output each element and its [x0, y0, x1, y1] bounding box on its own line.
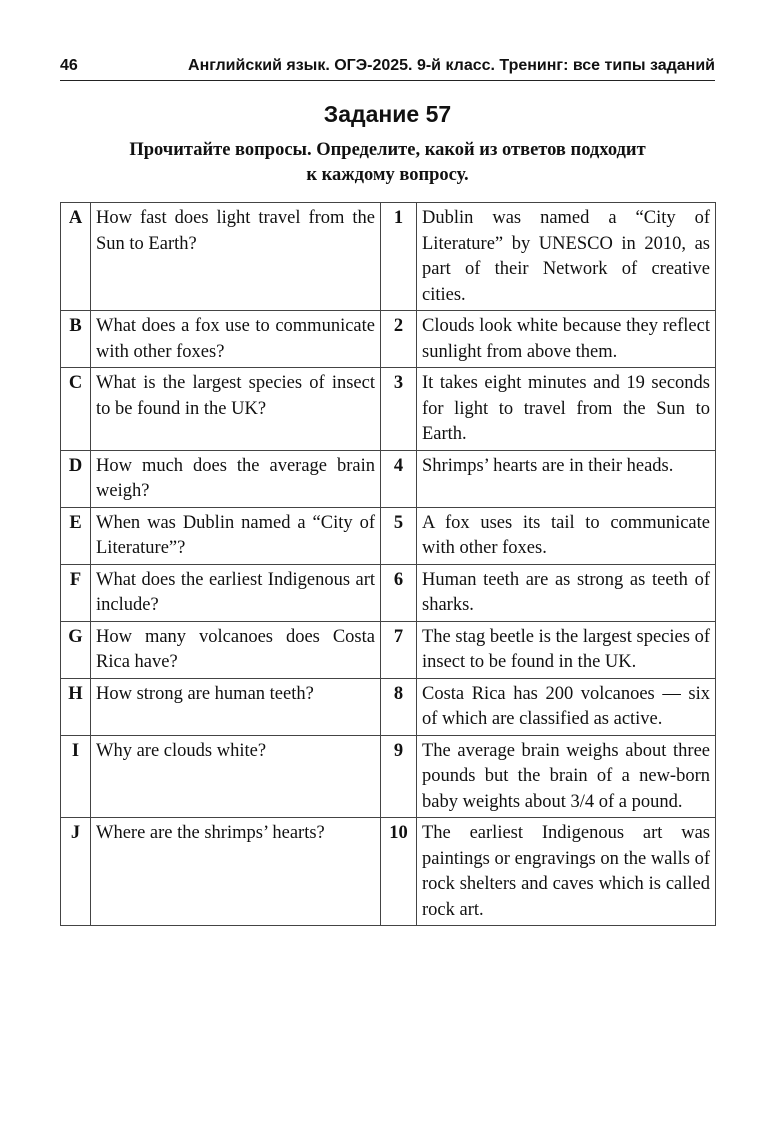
question-letter: A [61, 203, 91, 311]
answer-text: Costa Rica has 200 volcanoes — six of which are classified as active. [417, 678, 716, 735]
answer-number: 2 [381, 311, 417, 368]
answer-number: 1 [381, 203, 417, 311]
question-letter: H [61, 678, 91, 735]
running-title: Английский язык. ОГЭ-2025. 9-й класс. Тренинг: все типы заданий [188, 57, 715, 74]
answer-text: The earliest Indigenous art was paintings or engravings on the walls of rock shelters and caves which is called rock art. [417, 818, 716, 926]
question-text: How many volcanoes does Costa Rica have? [91, 621, 381, 678]
header-divider [60, 80, 715, 81]
question-text: Why are clouds white? [91, 735, 381, 818]
answer-text: Clouds look white because they reflect sunlight from above them. [417, 311, 716, 368]
task-instruction [80, 138, 695, 188]
answer-text: Human teeth are as strong as teeth of sharks. [417, 564, 716, 621]
answer-text: Dublin was named a “City of Literature” by UNESCO in 2010, as part of their Network of creative cities. [417, 203, 716, 311]
answer-number: 9 [381, 735, 417, 818]
question-text: What does the earliest Indigenous art include? [91, 564, 381, 621]
table-row [61, 621, 716, 678]
answer-number: 5 [381, 507, 417, 564]
matching-table [60, 202, 716, 926]
question-letter: I [61, 735, 91, 818]
answer-number: 4 [381, 450, 417, 507]
question-letter: C [61, 368, 91, 451]
table-row [61, 203, 716, 311]
task-title: Задание 57 [323, 101, 452, 127]
table-row [61, 564, 716, 621]
answer-text: The stag beetle is the largest species of insect to be found in the UK. [417, 621, 716, 678]
question-text: How much does the average brain weigh? [91, 450, 381, 507]
question-text: How fast does light travel from the Sun to Earth? [91, 203, 381, 311]
answer-number: 3 [381, 368, 417, 451]
instruction-line: к каждому вопросу. [306, 165, 469, 185]
table-row [61, 311, 716, 368]
question-letter: G [61, 621, 91, 678]
question-letter: B [61, 311, 91, 368]
answer-number: 6 [381, 564, 417, 621]
table-row [61, 368, 716, 451]
page-number: 46 [60, 57, 78, 74]
question-letter: J [61, 818, 91, 926]
table-row [61, 450, 716, 507]
instruction-line: Прочитайте вопросы. Определите, какой из ответов подходит [129, 140, 646, 160]
table-row [61, 678, 716, 735]
answer-text: It takes eight minutes and 19 seconds for light to travel from the Sun to Earth. [417, 368, 716, 451]
question-letter: F [61, 564, 91, 621]
question-text: When was Dublin named a “City of Literature”? [91, 507, 381, 564]
table-row [61, 818, 716, 926]
question-letter: D [61, 450, 91, 507]
answer-text: Shrimps’ hearts are in their heads. [417, 450, 716, 507]
answer-number: 7 [381, 621, 417, 678]
answer-number: 8 [381, 678, 417, 735]
table-row [61, 507, 716, 564]
question-text: How strong are human teeth? [91, 678, 381, 735]
question-text: Where are the shrimps’ hearts? [91, 818, 381, 926]
table-row [61, 735, 716, 818]
question-letter: E [61, 507, 91, 564]
answer-number: 10 [381, 818, 417, 926]
question-text: What is the largest species of insect to be found in the UK? [91, 368, 381, 451]
answer-text: The average brain weighs about three pounds but the brain of a new-born baby weights about 3/4 of a pound. [417, 735, 716, 818]
answer-text: A fox uses its tail to communicate with other foxes. [417, 507, 716, 564]
question-text: What does a fox use to communicate with other foxes? [91, 311, 381, 368]
